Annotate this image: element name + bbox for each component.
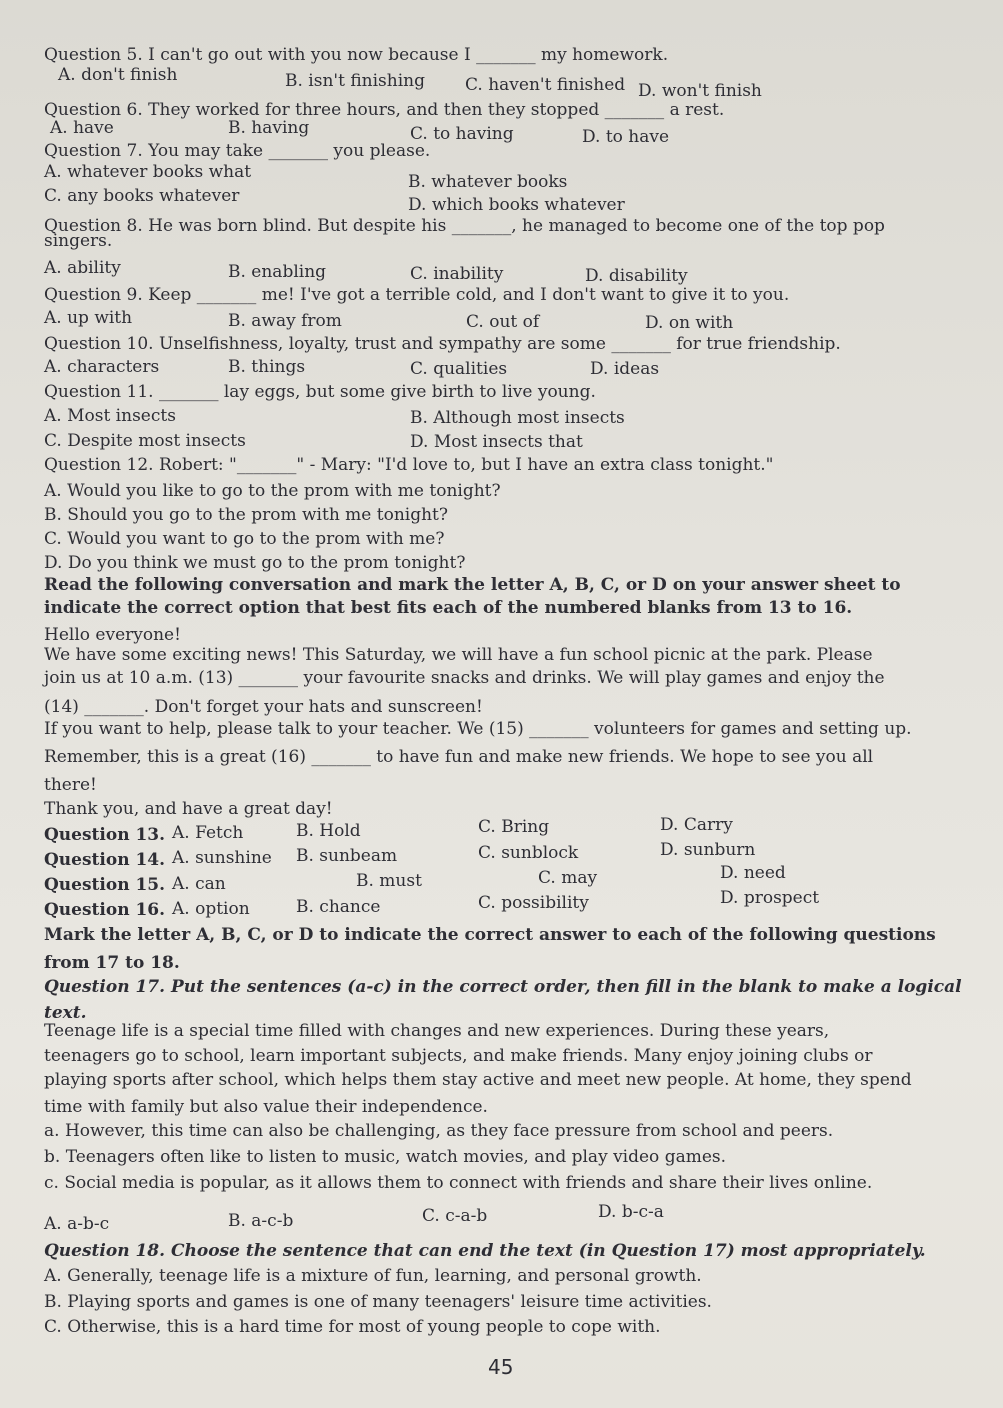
q10-option-a: A. characters xyxy=(44,357,160,377)
q13-option-b: B. Hold xyxy=(296,821,361,841)
question-18: Question 18. Choose the sentence that can end the text (in Question 17) most appropriately. xyxy=(44,1241,926,1261)
q10-option-d: D. ideas xyxy=(590,359,660,379)
instruction-17-18: Mark the letter A, B, C, or D to indicate the correct answer to each of the following questions xyxy=(44,925,936,945)
question-17: Question 17. Put the sentences (a-c) in the correct order, then fill in the blank to make a logical xyxy=(44,977,962,997)
q5-option-c: C. haven't finished xyxy=(465,75,626,95)
q5-option-b: B. isn't finishing xyxy=(285,71,425,91)
q14-option-c: C. sunblock xyxy=(478,843,579,863)
q6-option-c: C. to having xyxy=(410,124,514,144)
q17-option-b: B. a-c-b xyxy=(228,1211,294,1231)
q6-option-d: D. to have xyxy=(582,127,670,147)
question-13-label: Question 13. xyxy=(44,825,166,845)
q16-option-d: D. prospect xyxy=(720,888,820,908)
q14-option-d: D. sunburn xyxy=(660,840,756,860)
question-17-cont: text. xyxy=(44,1003,87,1023)
q7-option-d: D. which books whatever xyxy=(408,195,625,215)
instruction-13-16: Read the following conversation and mark the letter A, B, C, or D on your answer sheet to xyxy=(44,575,901,595)
question-9: Question 9. Keep _______ me! I've got a terrible cold, and I don't want to give it to you. xyxy=(44,285,790,305)
q7-option-a: A. whatever books what xyxy=(44,162,252,182)
passage-line-2: We have some exciting news! This Saturday, we will have a fun school picnic at the park. Please xyxy=(44,645,873,665)
q17-option-c: C. c-a-b xyxy=(422,1206,488,1226)
q9-option-d: D. on with xyxy=(645,313,734,333)
passage-line-8: Thank you, and have a great day! xyxy=(44,799,333,819)
q6-option-b: B. having xyxy=(228,118,310,138)
q8-option-a: A. ability xyxy=(44,258,121,278)
question-15-label: Question 15. xyxy=(44,875,166,895)
q16-option-c: C. possibility xyxy=(478,893,589,913)
q9-option-b: B. away from xyxy=(228,311,342,331)
q17-sentence-a: a. However, this time can also be challenging, as they face pressure from school and peers. xyxy=(44,1121,834,1141)
q14-option-a: A. sunshine xyxy=(172,848,272,868)
q7-option-c: C. any books whatever xyxy=(44,186,240,206)
q17-sentence-c: c. Social media is popular, as it allows them to connect with friends and share their lives online. xyxy=(44,1173,873,1193)
q17-option-a: A. a-b-c xyxy=(44,1214,110,1234)
question-12: Question 12. Robert: "_______" - Mary: "I'd love to, but I have an extra class tonight." xyxy=(44,455,774,475)
q11-option-d: D. Most insects that xyxy=(410,432,583,452)
q17-text-line-2: teenagers go to school, learn important subjects, and make friends. Many enjoy joining clubs or xyxy=(44,1046,873,1066)
q9-option-a: A. up with xyxy=(44,308,133,328)
q7-option-b: B. whatever books xyxy=(408,172,568,192)
q10-option-b: B. things xyxy=(228,357,306,377)
q16-option-a: A. option xyxy=(172,899,250,919)
passage-line-3: join us at 10 a.m. (13) _______ your favourite snacks and drinks. We will play games and enjoy the xyxy=(44,668,885,688)
passage-line-1: Hello everyone! xyxy=(44,625,181,645)
q15-option-b: B. must xyxy=(356,871,422,891)
q8-option-b: B. enabling xyxy=(228,262,327,282)
q11-option-b: B. Although most insects xyxy=(410,408,625,428)
q15-option-d: D. need xyxy=(720,863,786,883)
question-16-label: Question 16. xyxy=(44,900,166,920)
q10-option-c: C. qualities xyxy=(410,359,508,379)
q5-option-a: A. don't finish xyxy=(58,65,178,85)
question-11: Question 11. _______ lay eggs, but some give birth to live young. xyxy=(44,382,596,402)
q12-option-c: C. Would you want to go to the prom with me? xyxy=(44,529,445,549)
instruction-17-18-cont: from 17 to 18. xyxy=(44,953,180,973)
q12-option-b: B. Should you go to the prom with me tonight? xyxy=(44,505,448,525)
q14-option-b: B. sunbeam xyxy=(296,846,398,866)
q18-option-a: A. Generally, teenage life is a mixture of fun, learning, and personal growth. xyxy=(44,1266,702,1286)
question-10: Question 10. Unselfishness, loyalty, trust and sympathy are some _______ for true friendship. xyxy=(44,334,841,354)
q13-option-a: A. Fetch xyxy=(172,823,244,843)
q17-text-line-3: playing sports after school, which helps them stay active and meet new people. At home, they spend xyxy=(44,1070,912,1090)
passage-line-4: (14) _______. Don't forget your hats and sunscreen! xyxy=(44,697,483,717)
q13-option-d: D. Carry xyxy=(660,815,733,835)
q17-sentence-b: b. Teenagers often like to listen to music, watch movies, and play video games. xyxy=(44,1147,727,1167)
question-7: Question 7. You may take _______ you please. xyxy=(44,141,431,161)
q17-option-d: D. b-c-a xyxy=(598,1202,664,1222)
q8-option-c: C. inability xyxy=(410,264,504,284)
q17-text-line-4: time with family but also value their independence. xyxy=(44,1097,488,1117)
q12-option-d: D. Do you think we must go to the prom tonight? xyxy=(44,553,466,573)
passage-line-7: there! xyxy=(44,775,97,795)
q12-option-a: A. Would you like to go to the prom with me tonight? xyxy=(44,481,501,501)
q15-option-a: A. can xyxy=(172,874,226,894)
q11-option-c: C. Despite most insects xyxy=(44,431,246,451)
q13-option-c: C. Bring xyxy=(478,817,550,837)
q9-option-c: C. out of xyxy=(466,312,540,332)
q11-option-a: A. Most insects xyxy=(44,406,176,426)
question-14-label: Question 14. xyxy=(44,850,166,870)
q18-option-c: C. Otherwise, this is a hard time for most of young people to cope with. xyxy=(44,1317,661,1337)
q5-option-d: D. won't finish xyxy=(638,81,762,101)
instruction-13-16-cont: indicate the correct option that best fits each of the numbered blanks from 13 to 16. xyxy=(44,598,853,618)
q8-option-d: D. disability xyxy=(585,266,688,286)
question-6: Question 6. They worked for three hours, and then they stopped _______ a rest. xyxy=(44,100,725,120)
question-8-cont: singers. xyxy=(44,231,113,251)
question-5: Question 5. I can't go out with you now because I _______ my homework. xyxy=(44,45,669,65)
q15-option-c: C. may xyxy=(538,868,598,888)
question-8: Question 8. He was born blind. But despite his _______, he managed to become one of the top pop xyxy=(44,216,885,236)
q17-text-line-1: Teenage life is a special time filled with changes and new experiences. During these years, xyxy=(44,1021,830,1041)
q18-option-b: B. Playing sports and games is one of many teenagers' leisure time activities. xyxy=(44,1292,712,1312)
passage-line-5: If you want to help, please talk to your teacher. We (15) _______ volunteers for games and setting up. xyxy=(44,719,912,739)
q6-option-a: A. have xyxy=(50,118,114,138)
q16-option-b: B. chance xyxy=(296,897,381,917)
page-number: 45 xyxy=(488,1355,514,1379)
passage-line-6: Remember, this is a great (16) _______ to have fun and make new friends. We hope to see you all xyxy=(44,747,874,767)
